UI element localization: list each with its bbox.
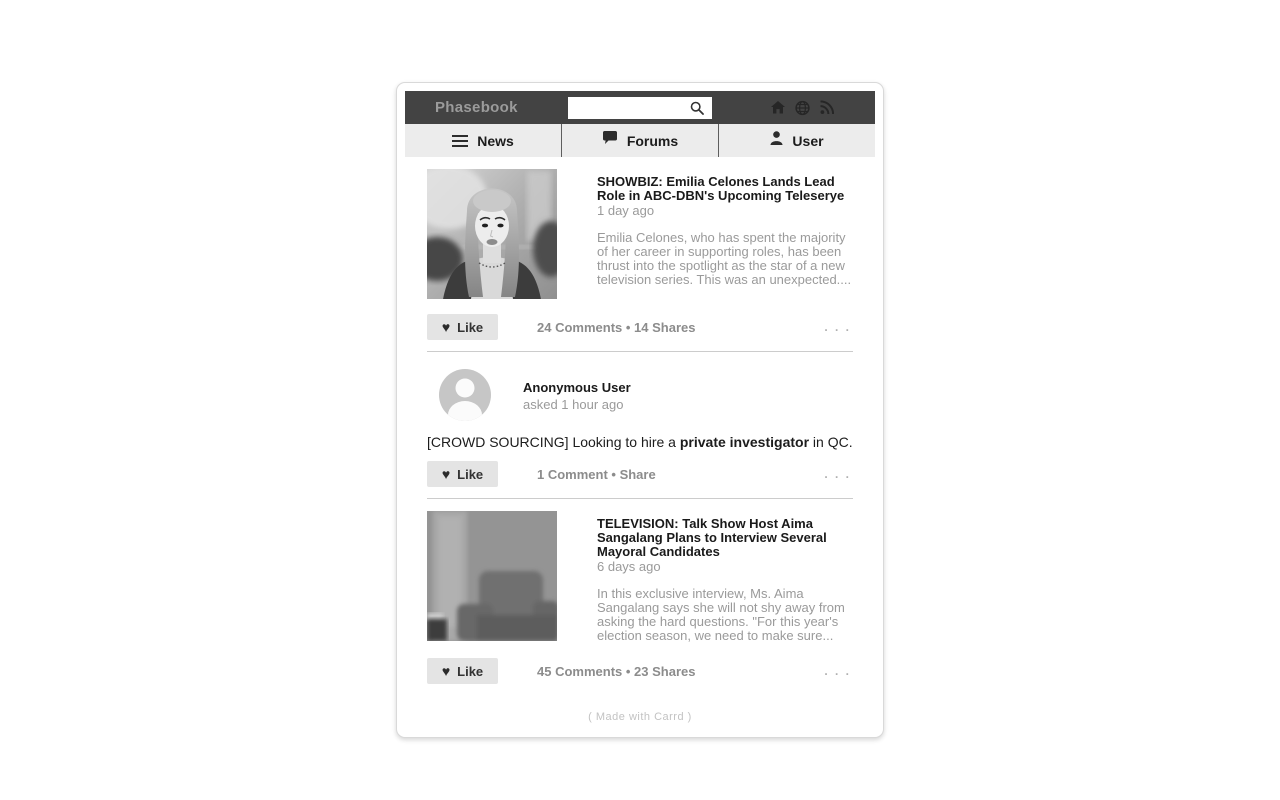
brand-logo: Phasebook [435,99,518,116]
menu-icon [452,135,468,147]
article-text-block [597,511,853,643]
tab-news-label: News [477,132,514,149]
like-label: Like [457,319,484,335]
feed-divider [427,351,853,352]
like-button[interactable] [427,658,498,684]
tab-user[interactable] [719,124,875,157]
feed-item-article-television [427,511,853,643]
user-icon [770,131,783,150]
footer [427,684,853,737]
feed [405,169,875,737]
more-options-icon[interactable]: . . . [824,320,851,334]
rss-icon[interactable] [820,101,834,115]
like-label: Like [457,663,484,679]
article-excerpt: In this exclusive interview, Ms. Aima Sangalang says she will not shy away from asking the hard questions. "For this year's election season, we need to make sure... [597,586,845,643]
post-body-text: [CROWD SOURCING] Looking to hire a [427,434,680,450]
article-text-block [597,169,853,299]
post-body-text-end: in QC. [809,434,853,450]
engagement-row [427,461,853,487]
like-button[interactable] [427,461,498,487]
post-header [427,369,853,421]
engagement-row [427,658,853,684]
like-label: Like [457,466,484,482]
search-box [568,97,712,119]
author-name[interactable]: Anonymous User [523,380,631,395]
more-options-icon[interactable]: . . . [824,664,851,678]
search-icon[interactable] [690,101,704,115]
post-body [427,434,853,450]
globe-icon[interactable] [795,100,810,115]
heart-icon: ♥ [441,319,451,335]
tab-user-label: User [792,132,824,149]
article-excerpt: Emilia Celones, who has spent the majority of her career in supporting roles, has been thrust into the spotlight as the star of a new television series. This was an unexpected.... [597,230,852,287]
nav-bar [405,124,875,157]
feed-item-article-showbiz [427,169,853,299]
home-icon[interactable] [771,101,785,115]
post-timestamp: asked 1 hour ago [523,397,624,412]
post-author-block [523,369,631,412]
heart-icon: ♥ [441,466,451,482]
tab-forums[interactable] [562,124,719,157]
engagement-row [427,314,853,340]
comments-share-text[interactable]: 1 Comment • Share [537,466,656,482]
more-options-icon[interactable]: . . . [824,467,851,481]
article-timestamp: 6 days ago [597,559,661,574]
header-bar [405,91,875,124]
post-body-bold-text: private investigator [679,434,810,450]
article-title[interactable]: TELEVISION: Talk Show Host Aima Sangalang Plans to Interview Several Mayoral Candidates [597,516,827,559]
article-image-armchair[interactable] [427,511,557,641]
tab-news[interactable] [405,124,562,157]
avatar[interactable] [439,369,491,421]
made-with-carrd-text: ( Made with Carrd ) [588,711,692,723]
article-timestamp: 1 day ago [597,203,655,218]
feed-item-user-post [427,369,853,487]
article-image-portrait[interactable] [427,169,557,299]
heart-icon: ♥ [441,663,451,679]
comments-shares-text[interactable]: 45 Comments • 23 Shares [537,663,696,679]
tab-forums-label: Forums [626,132,679,149]
article-title[interactable]: SHOWBIZ: Emilia Celones Lands Lead Role in ABC-DBN's Upcoming Teleserye [597,174,845,203]
like-button[interactable] [427,314,498,340]
comment-icon [602,131,618,150]
header-icon-group [771,100,834,115]
comments-shares-text[interactable]: 24 Comments • 14 Shares [537,319,696,335]
feed-divider [427,498,853,499]
phasebook-card [396,82,884,738]
